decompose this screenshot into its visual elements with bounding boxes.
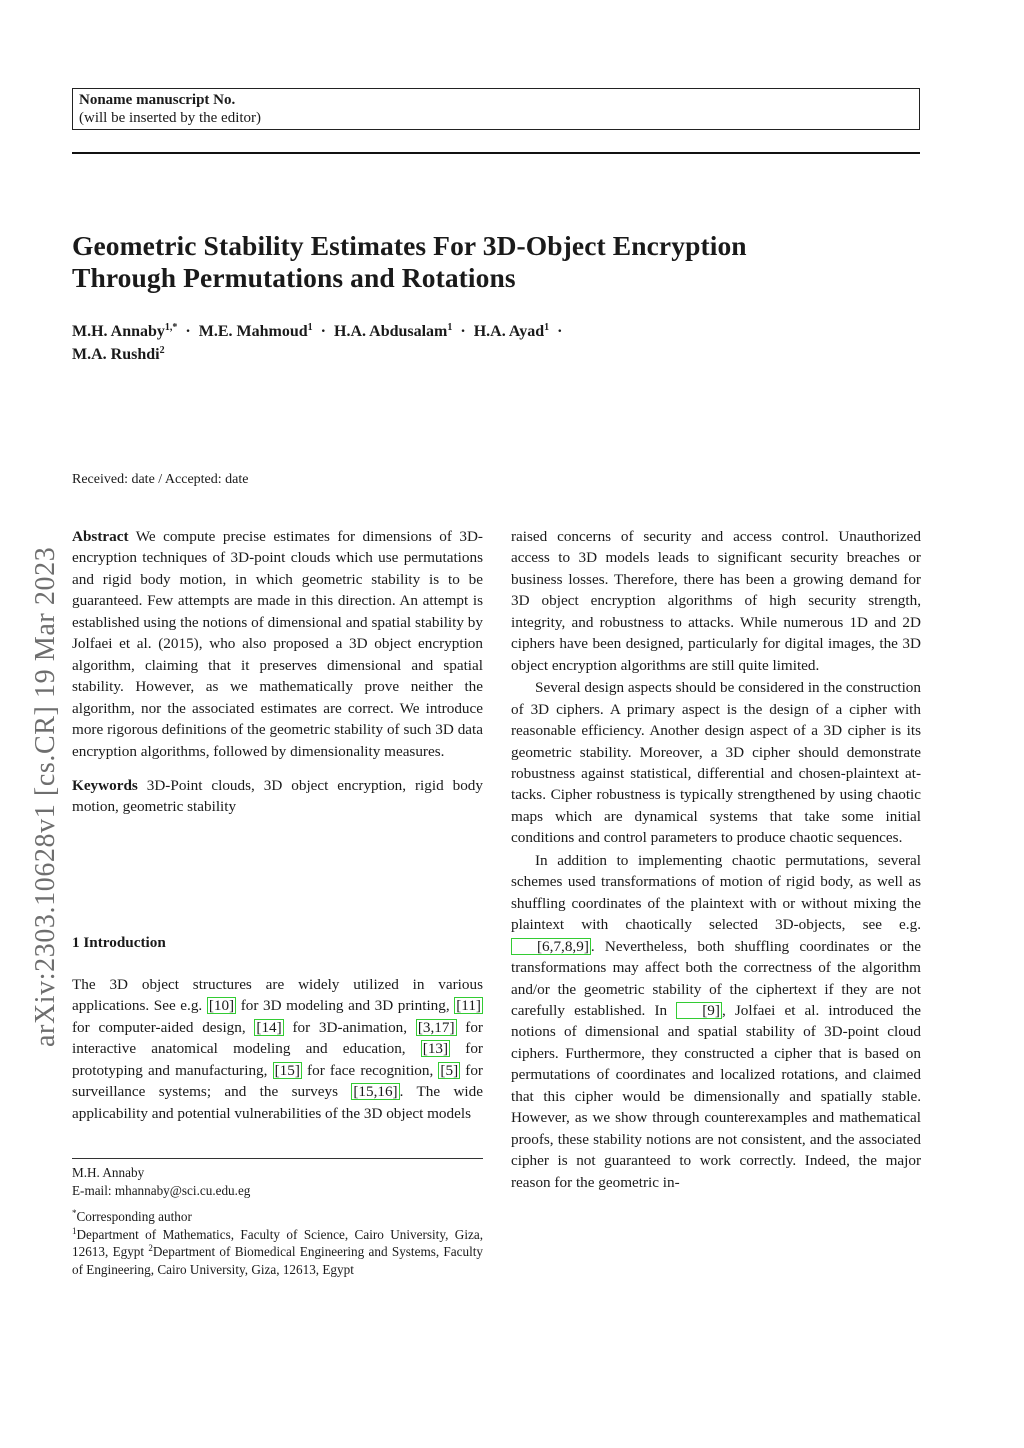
author-separator: ·: [320, 323, 327, 340]
author-separator: ·: [557, 323, 563, 340]
section-heading: [72, 934, 166, 952]
abstract-text: We compute precise estimates for dimensions of 3D-encryption techniques of 3D-point clouds which use permutations and rigid body motion, in which geometric stability is to be guaranteed. Few attempts are made in this direction. An attempt is established using the notions of dimensional and spatial stability by Jolfaei et al. (2015), who also proposed a 3D object encryption algorithm, claiming that it preserves dimensional and spatial stability. However, as we mathematically prove neither the algorithm, nor the associated estimates are correct. We introduce more rigorous definitions of the geometric stability of such 3D data encryption algorithms, followed by dimensionality measures.: [72, 528, 483, 760]
footnote-text: Corresponding author: [76, 1209, 192, 1224]
arxiv-identifier-stamp: arXiv:2303.10628v1 [cs.CR] 19 Mar 2023: [30, 546, 61, 1047]
footnote-rule: [72, 1158, 483, 1159]
citation-link[interactable]: [14]: [256, 1018, 282, 1036]
author-separator: ·: [185, 323, 191, 340]
keywords: [72, 775, 483, 818]
author-affiliation-mark: 2: [159, 345, 165, 356]
intro-text: for prototyping and manufacturing,: [72, 1040, 483, 1079]
citation-link[interactable]: [5]: [440, 1061, 459, 1079]
section-title: Introduction: [83, 934, 166, 951]
manuscript-number: Noname manuscript No.: [79, 92, 236, 108]
body-text: . Nevertheless, both shuffling coordinates or the transformations may affect both the correctness of the algorithm and/or the geometric stability of the ciphertext if they are not carefully established. In: [511, 937, 921, 1019]
abstract: [72, 526, 483, 762]
citation-link[interactable]: [3,17]: [417, 1018, 455, 1036]
author-name: H.A. Abdusalam: [334, 323, 448, 340]
body-paragraph: raised concerns of security and access control. Unauthorized access to 3D models leads to significant security breaches or business losses. Therefore, there has been a growing demand for 3D object encryption algorithms of high security strength, integrity, and robustness to attacks. While numerous 1D and 2D ciphers have been designed, particularly for digital images, the 3D object encryption algorithms are still quite limited.: [511, 528, 921, 674]
author-separator: ·: [460, 323, 466, 340]
body-paragraph: Several design aspects should be considered in the construction of 3D ciphers. A primary aspect is the design of a cipher with reasonable efficiency. Another design aspect of a 3D cipher is its geometric stability. Moreover, a 3D cipher should demonstrate robustness against statistical, differential and chosen-plaintext attacks. Cipher robustness is typically strengthened by using chaotic maps which are dynamical systems that take some initial conditions and control parameters to produce chaotic sequences.: [511, 679, 921, 847]
author-name: M.H. Annaby: [72, 323, 165, 340]
citation-link[interactable]: [13]: [422, 1040, 449, 1058]
body-paragraph: [511, 850, 921, 1193]
author-name: M.A. Rushdi: [72, 346, 160, 363]
affiliation-1: Department of Mathematics, Faculty of Science, Cairo University, Giza, 12613, Egypt: [72, 1226, 483, 1259]
author-name: H.A. Ayad: [473, 323, 545, 340]
author-name: M.E. Mahmoud: [198, 323, 308, 340]
body-text: , Jolfaei et al. introduced the notions of dimensional and spatial stability of 3D-point cloud ciphers. Furthermore, they constructed a cipher that is based on permutations of coordinates and localized rotations, and claimed that this cipher would be dimensionally and spatially stable. However, as we show through counterexamples and mathematical proofs, these stability notions are not consistent, and the associated cipher is not guaranteed to work correctly. Indeed, the major reason for the geometric in-: [511, 1001, 921, 1191]
citation-link[interactable]: [15,16]: [353, 1083, 398, 1101]
section-number: 1: [72, 934, 80, 951]
received-date: Received: date / Accepted: date: [72, 472, 249, 487]
citation-link[interactable]: [15]: [274, 1061, 300, 1079]
editor-note: (will be inserted by the editor): [79, 110, 262, 126]
citation-link[interactable]: [11]: [456, 997, 481, 1015]
footnotes: [72, 1164, 483, 1278]
intro-text: The 3D object structures are widely utilized in various applications. See e.g.: [72, 976, 483, 1015]
footnote-mark: 2: [148, 1243, 153, 1253]
corresponding-note: [72, 1208, 483, 1226]
paper-title: [72, 230, 932, 294]
abstract-label: Abstract: [72, 528, 129, 545]
author-affiliation-mark: 1: [307, 322, 313, 333]
corresponding-author-name: M.H. Annaby: [72, 1165, 145, 1180]
right-column: [511, 526, 921, 1193]
intro-text: for computer-aided design,: [72, 1018, 255, 1036]
author-affiliation-mark: 1: [447, 322, 453, 333]
header-rule: [72, 152, 920, 154]
title-line-2: Through Permutations and Rotations: [72, 262, 516, 293]
intro-text: for surveillance systems; and the surveys: [72, 1061, 483, 1101]
affiliation-2: Department of Biomedical Engineering and Systems, Faculty of Engineering, Cairo University, Giza, 12613, Egypt: [72, 1244, 483, 1277]
author-list: [72, 320, 932, 366]
footnote-mark: *: [72, 1208, 77, 1218]
author-affiliation-mark: 1: [544, 322, 550, 333]
intro-text: for 3D-animation,: [283, 1018, 416, 1036]
editor-header-box: [72, 88, 920, 130]
intro-text: . The wide applicability and potential vulnerabilities of the 3D object models: [72, 1083, 483, 1122]
intro-text: for interactive anatomical modeling and education,: [72, 1018, 483, 1058]
body-text: In addition to implementing chaotic permutations, several schemes used transformations of motion of rigid body, as well as shuffling coordinates of the plaintext with or without mixing the plaintext with chaotically selected 3D-objects, see e.g.: [511, 851, 921, 934]
citation-link[interactable]: [6,7,8,9]: [511, 938, 591, 955]
author-email: E-mail: mhannaby@sci.cu.edu.eg: [72, 1182, 251, 1198]
left-column: [72, 526, 483, 818]
intro-text: for face recognition,: [301, 1061, 439, 1079]
citation-link[interactable]: [9]: [676, 1002, 722, 1019]
keywords-text: 3D-Point clouds, 3D object encryption, rigid body motion, geometric stability: [72, 776, 483, 816]
title-line-1: Geometric Stability Estimates For 3D-Object Encryption: [72, 230, 747, 261]
footnote-mark: 1: [72, 1225, 77, 1236]
intro-text: for 3D modeling and 3D printing,: [236, 997, 455, 1015]
citation-link[interactable]: [10]: [208, 997, 235, 1015]
author-affiliation-mark: 1,*: [164, 322, 178, 333]
affiliations: [72, 1226, 483, 1279]
keywords-label: Keywords: [72, 776, 138, 794]
introduction-paragraph: [72, 974, 483, 1124]
